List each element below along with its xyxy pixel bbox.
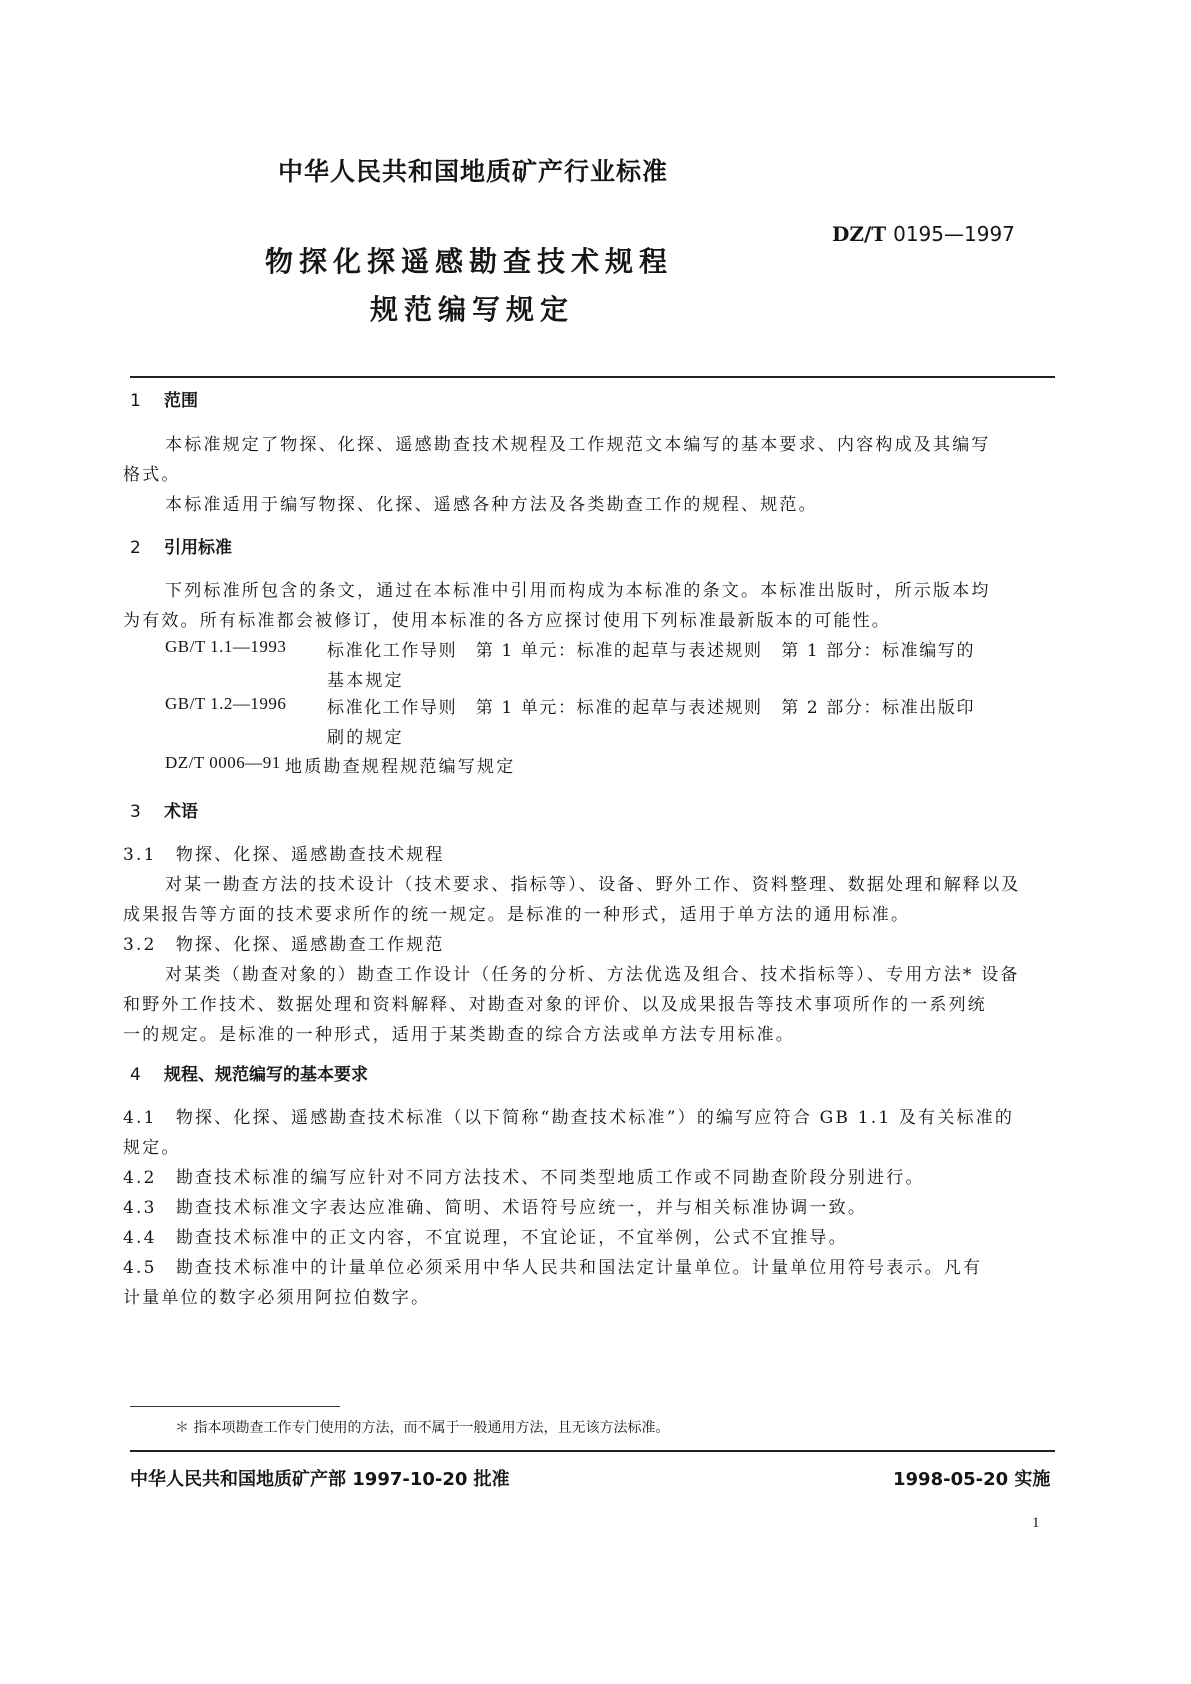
section-heading-3: [130, 797, 198, 822]
paragraph: 本标准规定了物探、化探、遥感勘查技术规程及工作规范文本编写的基本要求、内容构成及其编写: [165, 435, 991, 455]
section-number: 1: [130, 391, 141, 411]
effective-date: 1998-05-20 实施: [893, 1469, 1051, 1490]
reference-code: GB/T 1.2—1996: [165, 694, 287, 713]
approval-date: 中华人民共和国地质矿产部 1997-10-20 批准: [130, 1469, 510, 1490]
clause: 规定。: [123, 1138, 181, 1158]
document-title-line1: 物探化探遥感勘查技术规程: [265, 245, 674, 278]
reference-title: 地质勘查规程规范编写规定: [285, 757, 516, 777]
section-heading-2: [130, 533, 232, 558]
footnote: ＊ 指本项勘查工作专门使用的方法，而不属于一般通用方法，且无该方法标准。: [175, 1420, 670, 1436]
reference-code: GB/T 1.1—1993: [165, 637, 287, 656]
paragraph: 一的规定。是标准的一种形式，适用于某类勘查的综合方法或单方法专用标准。: [123, 1025, 795, 1045]
paragraph: 格式。: [123, 465, 181, 485]
paragraph: 本标准适用于编写物探、化探、遥感各种方法及各类勘查工作的规程、规范。: [165, 495, 818, 515]
footer-rule: [130, 1450, 1055, 1452]
section-number: 2: [130, 538, 141, 558]
paragraph: 下列标准所包含的条文，通过在本标准中引用而构成为本标准的条文。本标准出版时，所示版本均: [165, 581, 991, 601]
paragraph: 对某一勘查方法的技术设计（技术要求、指标等）、设备、野外工作、资料整理、数据处理和解释以及: [165, 875, 1021, 895]
section-title: 范围: [164, 391, 198, 411]
paragraph: 对某类（勘查对象的）勘查工作设计（任务的分析、方法优选及组合、技术指标等）、专用方法* 设备: [165, 965, 1020, 985]
clause: 计量单位的数字必须用阿拉伯数字。: [123, 1288, 431, 1308]
reference-title: 基本规定: [327, 671, 404, 691]
section-number: 3: [130, 802, 141, 822]
section-heading-1: [130, 386, 198, 411]
code-number: 0195—1997: [893, 222, 1015, 246]
footnote-rule: [130, 1406, 340, 1407]
section-title: 术语: [164, 802, 198, 822]
page-number: 1: [1032, 1515, 1040, 1531]
code-prefix: DZ/T: [832, 222, 887, 246]
section-title: 引用标准: [164, 538, 232, 558]
standard-code: [832, 222, 1015, 246]
reference-code: DZ/T 0006—91: [165, 753, 281, 772]
clause: 4.4 勘查技术标准中的正文内容，不宜说理，不宜论证，不宜举例，公式不宜推导。: [123, 1228, 848, 1248]
clause: 4.3 勘查技术标准文字表达应准确、简明、术语符号应统一，并与相关标准协调一致。: [123, 1198, 868, 1218]
reference-title: 刷的规定: [327, 728, 404, 748]
term-heading: 3.1 物探、化探、遥感勘查技术规程: [123, 845, 445, 865]
section-number: 4: [130, 1065, 141, 1085]
paragraph: 为有效。所有标准都会被修订，使用本标准的各方应探讨使用下列标准最新版本的可能性。: [123, 611, 891, 631]
reference-title: 标准化工作导则 第 1 单元：标准的起草与表述规则 第 2 部分：标准出版印: [327, 698, 976, 718]
clause: 4.5 勘查技术标准中的计量单位必须采用中华人民共和国法定计量单位。计量单位用符号表示。凡有: [123, 1258, 983, 1278]
paragraph: 和野外工作技术、数据处理和资料解释、对勘查对象的评价、以及成果报告等技术事项所作的一系列统: [123, 995, 987, 1015]
section-heading-4: [130, 1060, 368, 1085]
term-heading: 3.2 物探、化探、遥感勘查工作规范: [123, 935, 445, 955]
standard-category: 中华人民共和国地质矿产行业标准: [278, 157, 669, 186]
clause: 4.2 勘查技术标准的编写应针对不同方法技术、不同类型地质工作或不同勘查阶段分别进行。: [123, 1168, 925, 1188]
header-rule: [130, 376, 1055, 378]
document-title-line2: 规范编写规定: [370, 293, 575, 326]
section-title: 规程、规范编写的基本要求: [164, 1065, 368, 1085]
clause: 4.1 物探、化探、遥感勘查技术标准（以下简称“勘查技术标准”）的编写应符合 GB 1.1 及有关标准的: [123, 1108, 1015, 1128]
reference-title: 标准化工作导则 第 1 单元：标准的起草与表述规则 第 1 部分：标准编写的: [327, 641, 976, 661]
paragraph: 成果报告等方面的技术要求所作的统一规定。是标准的一种形式，适用于单方法的通用标准。: [123, 905, 911, 925]
